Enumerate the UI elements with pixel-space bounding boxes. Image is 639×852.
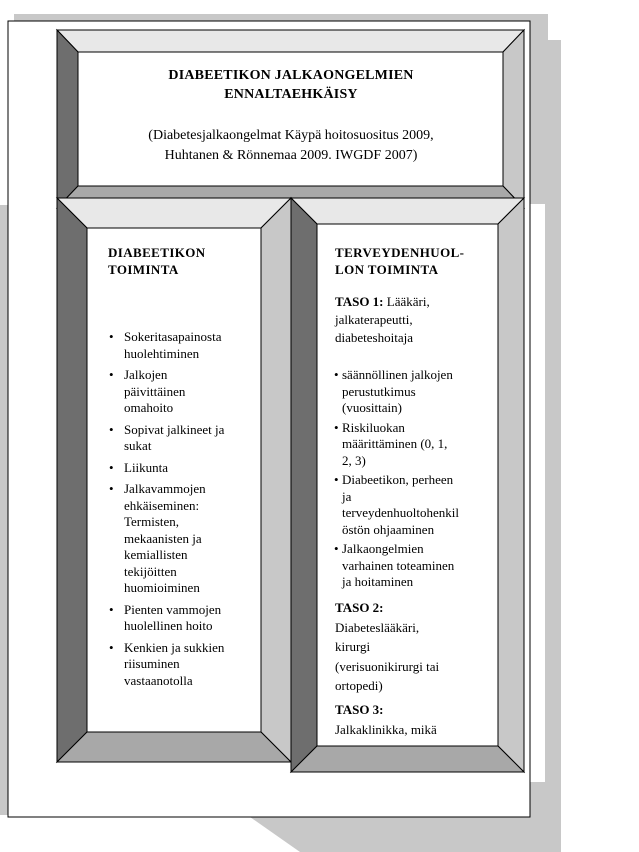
- list-item-line: vastaanotolla: [124, 672, 193, 688]
- bullet-icon: •: [334, 367, 339, 382]
- list-item-line: varhainen toteaminen: [342, 557, 455, 573]
- list-item: [108, 460, 258, 477]
- bullet-icon: •: [109, 421, 114, 437]
- left-heading-line-1: DIABEETIKON: [108, 245, 206, 260]
- taso-2-line-3: (verisuonikirurgi tai: [335, 658, 440, 674]
- list-item-line: Kenkien ja sukkien: [124, 639, 225, 655]
- bullet-icon: •: [334, 472, 339, 487]
- taso-2-line-4: ortopedi): [335, 678, 383, 693]
- list-item: [108, 481, 258, 597]
- taso-3-label: TASO 3:: [335, 702, 384, 717]
- list-item-line: Jalkojen: [124, 367, 168, 382]
- list-item: [108, 422, 258, 455]
- taso-1-label: TASO 1:: [335, 294, 384, 309]
- list-item-line: Termisten,: [124, 514, 180, 529]
- left-strip-shadow: [0, 205, 8, 815]
- list-item-line: omahoito: [124, 400, 174, 415]
- list-item-line: huolehtiminen: [124, 345, 200, 361]
- left-column-heading: [108, 244, 268, 278]
- left-bevel-left: [57, 198, 87, 762]
- list-item-line: östön ohjaaminen: [342, 521, 435, 537]
- list-item-line: perustutkimus: [342, 383, 416, 399]
- bullet-icon: •: [109, 601, 114, 617]
- taso-2-block: [335, 598, 485, 696]
- left-bullet-list: [108, 329, 258, 694]
- taso-3-block: [335, 700, 485, 740]
- list-item: [334, 420, 484, 470]
- list-item-line: määrittäminen (0, 1,: [342, 436, 448, 451]
- list-item: [108, 640, 258, 690]
- list-item-line: riisuminen: [124, 656, 180, 671]
- list-item-line: terveydenhuoltohenkil: [342, 505, 459, 520]
- right-bevel-bottom: [291, 746, 524, 772]
- left-bevel-right: [261, 198, 291, 762]
- list-item-line: Diabeetikon, perheen: [342, 472, 454, 487]
- list-item: [108, 602, 258, 635]
- title-line-2: ENNALTAEHKÄISY: [224, 87, 358, 102]
- left-bevel-bottom: [57, 732, 291, 762]
- list-item-line: Liikunta: [124, 459, 169, 475]
- list-item: [334, 541, 484, 591]
- title-bevel-right: [503, 30, 524, 208]
- list-item-line: huolellinen hoito: [124, 618, 213, 633]
- right-bevel-right: [498, 198, 524, 772]
- title-bevel-left: [57, 30, 78, 208]
- right-bullet-list: [334, 367, 484, 594]
- list-item: [108, 367, 258, 417]
- bullet-icon: •: [109, 639, 114, 655]
- list-item-line: Sopivat jalkineet ja: [124, 421, 225, 437]
- list-item-line: Jalkaongelmien: [342, 541, 424, 556]
- left-heading-line-2: TOIMINTA: [108, 262, 179, 277]
- title-bevel-top: [57, 30, 524, 52]
- list-item-line: (vuosittain): [342, 400, 402, 415]
- taso-1-text-1: Lääkäri,: [386, 294, 430, 309]
- taso-2-line-2: kirurgi: [335, 639, 371, 654]
- list-item: [334, 472, 484, 538]
- right-bevel-left: [291, 198, 317, 772]
- list-item-line: huomioiminen: [124, 580, 200, 595]
- bullet-icon: •: [109, 367, 114, 382]
- list-item: [334, 367, 484, 417]
- list-item-line: 2, 3): [342, 452, 366, 468]
- bullet-icon: •: [109, 481, 114, 496]
- taso-2-line-1: Diabeteslääkäri,: [335, 619, 420, 635]
- list-item-line: kemiallisten: [124, 547, 188, 562]
- right-heading-line-2: LON TOIMINTA: [335, 262, 439, 277]
- taso-3-line-1: Jalkaklinikka, mikä: [335, 722, 437, 737]
- list-item-line: sukat: [124, 438, 152, 453]
- left-bevel-top: [57, 198, 291, 228]
- taso-1-line-3: diabeteshoitaja: [335, 330, 413, 345]
- taso-1-block: [335, 293, 485, 347]
- right-column-heading: [335, 244, 495, 278]
- taso-2-label: TASO 2:: [335, 600, 384, 615]
- list-item-line: Sokeritasapainosta: [124, 329, 222, 344]
- list-item-line: ehkäiseminen:: [124, 497, 200, 513]
- list-item-line: säännöllinen jalkojen: [342, 367, 453, 382]
- bullet-icon: •: [109, 459, 114, 475]
- taso-1-line-1: [335, 293, 485, 311]
- bullet-icon: •: [334, 541, 339, 556]
- source-line-2: Huhtanen & Rönnemaa 2009. IWGDF 2007): [164, 148, 418, 163]
- panel-shadow: [545, 40, 561, 790]
- list-item-line: tekijöitten: [124, 563, 177, 579]
- list-item-line: Jalkavammojen: [124, 481, 206, 496]
- list-item-line: Riskiluokan: [342, 419, 405, 435]
- right-bevel-top: [291, 198, 524, 224]
- taso-1-line-2: jalkaterapeutti,: [335, 312, 413, 327]
- list-item: [108, 329, 258, 362]
- list-item-line: päivittäinen: [124, 383, 186, 399]
- source-citation: [86, 126, 496, 166]
- bullet-icon: •: [334, 419, 339, 435]
- list-item-line: mekaanisten ja: [124, 530, 202, 546]
- page-title: [86, 66, 496, 104]
- source-line-1: (Diabetesjalkaongelmat Käypä hoitosuositus 2009,: [148, 128, 434, 143]
- bullet-icon: •: [109, 329, 114, 344]
- title-line-1: DIABEETIKON JALKAONGELMIEN: [168, 68, 414, 83]
- right-heading-line-1: TERVEYDENHUOL-: [335, 245, 465, 260]
- list-item-line: ja hoitaminen: [342, 574, 414, 589]
- list-item-line: ja: [342, 488, 352, 504]
- list-item-line: Pienten vammojen: [124, 601, 222, 617]
